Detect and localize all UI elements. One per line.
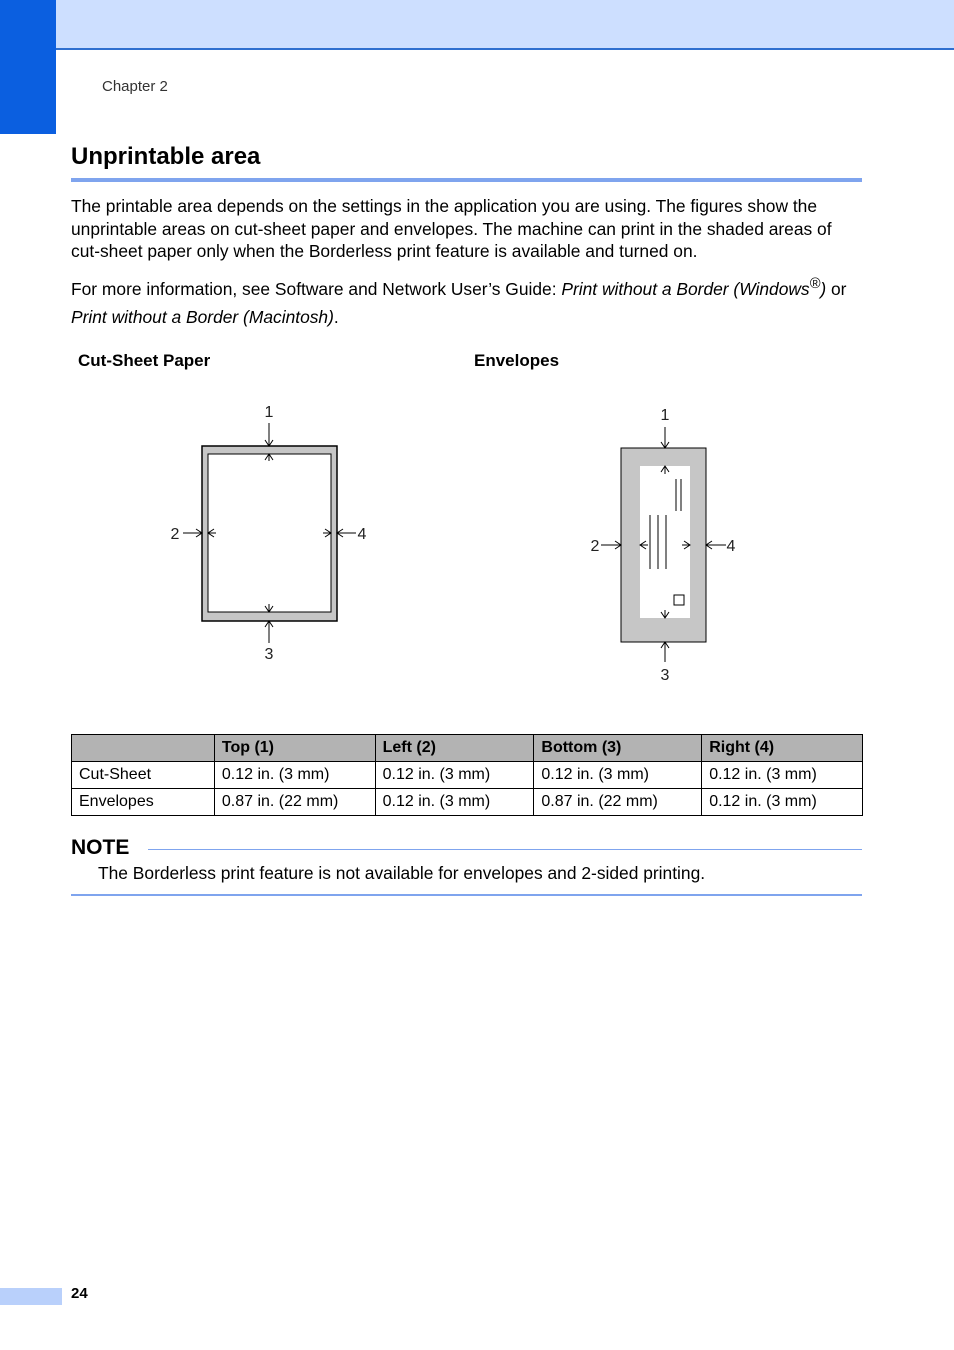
or-text: or: [826, 278, 847, 299]
note-rule-bottom: [71, 894, 862, 896]
table-header-cell: Right (4): [702, 735, 863, 762]
cut-sheet-label: Cut-Sheet Paper: [78, 351, 211, 370]
reference-prefix: For more information, see Software and Network User’s Guide:: [71, 278, 562, 299]
registered-mark: ®: [809, 276, 821, 292]
envelopes-label: Envelopes: [474, 351, 560, 370]
table-cell: 0.12 in. (3 mm): [375, 762, 534, 789]
table-cell: 0.12 in. (3 mm): [702, 789, 863, 816]
table-cell: 0.12 in. (3 mm): [214, 762, 375, 789]
table-cell: 0.12 in. (3 mm): [702, 762, 863, 789]
reference-suffix: .: [333, 306, 339, 327]
chapter-label: Chapter 2: [102, 78, 168, 95]
table-cell: 0.87 in. (22 mm): [534, 789, 702, 816]
env-label-2: 2: [590, 538, 600, 555]
reference-paragraph: [71, 270, 863, 331]
page-tab: [0, 1288, 62, 1305]
note-title: NOTE: [71, 836, 130, 859]
link1-text: Print without a Border (Windows: [561, 278, 810, 299]
section-title: Unprintable area: [71, 143, 261, 170]
table-cell: Cut-Sheet: [72, 762, 215, 789]
link-print-without-border-macintosh: Print without a Border (Macintosh): [71, 306, 334, 327]
cut-label-4: 4: [357, 526, 367, 543]
cut-label-2: 2: [170, 526, 180, 543]
sheet-printable-area: [208, 454, 331, 612]
env-label-3: 3: [660, 667, 670, 684]
cut-label-3: 3: [264, 646, 274, 663]
cut-label-1: 1: [264, 404, 274, 421]
env-label-4: 4: [726, 538, 736, 555]
header-band: [0, 0, 954, 50]
intro-paragraph: The printable area depends on the settings in the application you are using. The figures show the unprintable areas on cut-sheet paper and envelopes. The machine can print in the shaded areas of cut-sheet paper only when the Borderless print feature is available and turned on.: [71, 196, 832, 262]
table-row: [72, 789, 863, 816]
chapter-tab: [0, 0, 56, 134]
link1-close: ): [820, 278, 827, 299]
table-header-cell: Left (2): [375, 735, 534, 762]
stamp-box: [674, 595, 684, 605]
envelope-diagram: [580, 398, 760, 688]
env-label-1: 1: [660, 407, 670, 424]
table-cell: 0.12 in. (3 mm): [534, 762, 702, 789]
link-print-without-border-windows: [561, 276, 827, 299]
table-cell: 0.87 in. (22 mm): [214, 789, 375, 816]
note-text: The Borderless print feature is not available for envelopes and 2-sided printing.: [98, 863, 706, 883]
cut-sheet-diagram: [160, 395, 380, 670]
title-rule: [71, 178, 862, 182]
table-cell: 0.12 in. (3 mm): [375, 789, 534, 816]
table-header-cell: [72, 735, 215, 762]
table-cell: Envelopes: [72, 789, 215, 816]
table-header-row: [72, 735, 863, 762]
page-number: 24: [71, 1285, 88, 1302]
unprintable-margins-table: [71, 734, 863, 816]
table-header-cell: Bottom (3): [534, 735, 702, 762]
table-row: [72, 762, 863, 789]
table-header-cell: Top (1): [214, 735, 375, 762]
note-rule-top: [148, 849, 862, 850]
